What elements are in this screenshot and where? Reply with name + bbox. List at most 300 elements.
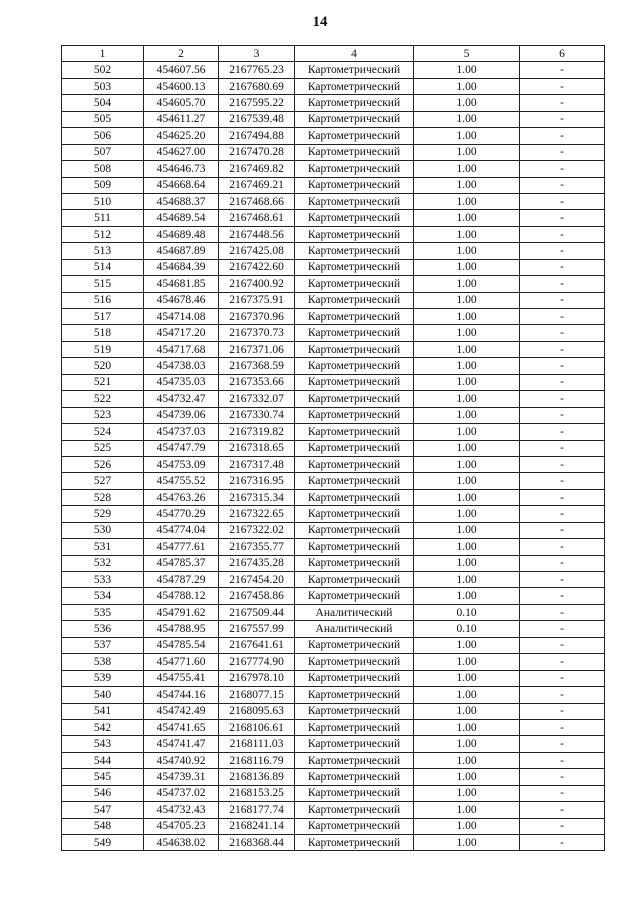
note-cell: -: [520, 539, 605, 555]
method-cell: Картометрический: [295, 325, 414, 341]
table-row: [62, 572, 605, 588]
y-coordinate-cell: 2168116.79: [219, 752, 295, 768]
table-row: [62, 687, 605, 703]
point-number-cell: 543: [62, 736, 144, 752]
table-row: [62, 161, 605, 177]
accuracy-cell: 1.00: [414, 473, 520, 489]
column-header: 2: [144, 46, 219, 62]
point-number-cell: 546: [62, 785, 144, 801]
accuracy-cell: 1.00: [414, 818, 520, 834]
note-cell: -: [520, 276, 605, 292]
x-coordinate-cell: 454678.46: [144, 292, 219, 308]
method-cell: Картометрический: [295, 588, 414, 604]
method-cell: Картометрический: [295, 539, 414, 555]
y-coordinate-cell: 2167332.07: [219, 391, 295, 407]
accuracy-cell: 1.00: [414, 62, 520, 78]
y-coordinate-cell: 2168136.89: [219, 769, 295, 785]
method-cell: Картометрический: [295, 522, 414, 538]
note-cell: -: [520, 144, 605, 160]
y-coordinate-cell: 2167317.48: [219, 456, 295, 472]
accuracy-cell: 1.00: [414, 226, 520, 242]
point-number-cell: 545: [62, 769, 144, 785]
y-coordinate-cell: 2167470.28: [219, 144, 295, 160]
note-cell: -: [520, 210, 605, 226]
accuracy-cell: 1.00: [414, 719, 520, 735]
note-cell: -: [520, 489, 605, 505]
note-cell: -: [520, 226, 605, 242]
table-header-row: [62, 46, 605, 62]
accuracy-cell: 1.00: [414, 111, 520, 127]
point-number-cell: 540: [62, 687, 144, 703]
method-cell: Картометрический: [295, 473, 414, 489]
x-coordinate-cell: 454755.41: [144, 670, 219, 686]
method-cell: Картометрический: [295, 374, 414, 390]
x-coordinate-cell: 454787.29: [144, 572, 219, 588]
accuracy-cell: 1.00: [414, 785, 520, 801]
point-number-cell: 537: [62, 637, 144, 653]
point-number-cell: 504: [62, 95, 144, 111]
accuracy-cell: 1.00: [414, 506, 520, 522]
table-row: [62, 144, 605, 160]
note-cell: -: [520, 456, 605, 472]
accuracy-cell: 1.00: [414, 210, 520, 226]
table-row: [62, 604, 605, 620]
point-number-cell: 517: [62, 309, 144, 325]
x-coordinate-cell: 454732.47: [144, 391, 219, 407]
point-number-cell: 533: [62, 572, 144, 588]
table-row: [62, 292, 605, 308]
y-coordinate-cell: 2168153.25: [219, 785, 295, 801]
y-coordinate-cell: 2167509.44: [219, 604, 295, 620]
table-row: [62, 670, 605, 686]
accuracy-cell: 1.00: [414, 391, 520, 407]
accuracy-cell: 1.00: [414, 341, 520, 357]
x-coordinate-cell: 454737.02: [144, 785, 219, 801]
accuracy-cell: 1.00: [414, 128, 520, 144]
note-cell: -: [520, 374, 605, 390]
point-number-cell: 549: [62, 835, 144, 851]
method-cell: Картометрический: [295, 752, 414, 768]
table-row: [62, 522, 605, 538]
x-coordinate-cell: 454741.65: [144, 719, 219, 735]
point-number-cell: 529: [62, 506, 144, 522]
point-number-cell: 528: [62, 489, 144, 505]
table-row: [62, 621, 605, 637]
method-cell: Картометрический: [295, 144, 414, 160]
table-row: [62, 703, 605, 719]
y-coordinate-cell: 2167375.91: [219, 292, 295, 308]
method-cell: Картометрический: [295, 835, 414, 851]
x-coordinate-cell: 454747.79: [144, 440, 219, 456]
y-coordinate-cell: 2167322.02: [219, 522, 295, 538]
x-coordinate-cell: 454774.04: [144, 522, 219, 538]
y-coordinate-cell: 2167680.69: [219, 78, 295, 94]
y-coordinate-cell: 2167435.28: [219, 555, 295, 571]
x-coordinate-cell: 454689.54: [144, 210, 219, 226]
y-coordinate-cell: 2167370.96: [219, 309, 295, 325]
x-coordinate-cell: 454740.92: [144, 752, 219, 768]
method-cell: Картометрический: [295, 407, 414, 423]
point-number-cell: 522: [62, 391, 144, 407]
y-coordinate-cell: 2167330.74: [219, 407, 295, 423]
note-cell: -: [520, 95, 605, 111]
x-coordinate-cell: 454717.20: [144, 325, 219, 341]
method-cell: Картометрический: [295, 128, 414, 144]
x-coordinate-cell: 454668.64: [144, 177, 219, 193]
point-number-cell: 518: [62, 325, 144, 341]
x-coordinate-cell: 454717.68: [144, 341, 219, 357]
x-coordinate-cell: 454770.29: [144, 506, 219, 522]
table-row: [62, 111, 605, 127]
table-row: [62, 769, 605, 785]
table-row: [62, 637, 605, 653]
x-coordinate-cell: 454785.54: [144, 637, 219, 653]
point-number-cell: 516: [62, 292, 144, 308]
accuracy-cell: 1.00: [414, 555, 520, 571]
method-cell: Картометрический: [295, 506, 414, 522]
table-row: [62, 177, 605, 193]
accuracy-cell: 1.00: [414, 752, 520, 768]
y-coordinate-cell: 2168111.03: [219, 736, 295, 752]
note-cell: -: [520, 358, 605, 374]
table-row: [62, 243, 605, 259]
method-cell: Картометрический: [295, 292, 414, 308]
table-row: [62, 210, 605, 226]
accuracy-cell: 1.00: [414, 177, 520, 193]
table-row: [62, 752, 605, 768]
y-coordinate-cell: 2167371.06: [219, 341, 295, 357]
note-cell: -: [520, 621, 605, 637]
y-coordinate-cell: 2167370.73: [219, 325, 295, 341]
x-coordinate-cell: 454737.03: [144, 424, 219, 440]
accuracy-cell: 1.00: [414, 802, 520, 818]
method-cell: Картометрический: [295, 456, 414, 472]
y-coordinate-cell: 2167425.08: [219, 243, 295, 259]
point-number-cell: 539: [62, 670, 144, 686]
method-cell: Картометрический: [295, 637, 414, 653]
table-row: [62, 341, 605, 357]
method-cell: Картометрический: [295, 95, 414, 111]
method-cell: Картометрический: [295, 341, 414, 357]
accuracy-cell: 1.00: [414, 440, 520, 456]
method-cell: Картометрический: [295, 440, 414, 456]
point-number-cell: 511: [62, 210, 144, 226]
note-cell: -: [520, 309, 605, 325]
y-coordinate-cell: 2167315.34: [219, 489, 295, 505]
y-coordinate-cell: 2167322.65: [219, 506, 295, 522]
note-cell: -: [520, 670, 605, 686]
table-row: [62, 407, 605, 423]
note-cell: -: [520, 161, 605, 177]
accuracy-cell: 0.10: [414, 604, 520, 620]
method-cell: Картометрический: [295, 193, 414, 209]
column-header: 1: [62, 46, 144, 62]
accuracy-cell: 1.00: [414, 259, 520, 275]
accuracy-cell: 1.00: [414, 687, 520, 703]
accuracy-cell: 1.00: [414, 193, 520, 209]
accuracy-cell: 1.00: [414, 835, 520, 851]
point-number-cell: 548: [62, 818, 144, 834]
point-number-cell: 535: [62, 604, 144, 620]
accuracy-cell: 1.00: [414, 374, 520, 390]
x-coordinate-cell: 454638.02: [144, 835, 219, 851]
note-cell: -: [520, 835, 605, 851]
method-cell: Картометрический: [295, 276, 414, 292]
note-cell: -: [520, 719, 605, 735]
note-cell: -: [520, 802, 605, 818]
point-number-cell: 519: [62, 341, 144, 357]
note-cell: -: [520, 506, 605, 522]
method-cell: Картометрический: [295, 161, 414, 177]
table-row: [62, 358, 605, 374]
y-coordinate-cell: 2167400.92: [219, 276, 295, 292]
table-row: [62, 193, 605, 209]
method-cell: Картометрический: [295, 391, 414, 407]
y-coordinate-cell: 2167469.82: [219, 161, 295, 177]
method-cell: Картометрический: [295, 670, 414, 686]
point-number-cell: 502: [62, 62, 144, 78]
x-coordinate-cell: 454688.37: [144, 193, 219, 209]
note-cell: -: [520, 78, 605, 94]
method-cell: Картометрический: [295, 736, 414, 752]
x-coordinate-cell: 454785.37: [144, 555, 219, 571]
note-cell: -: [520, 243, 605, 259]
accuracy-cell: 1.00: [414, 144, 520, 160]
method-cell: Картометрический: [295, 818, 414, 834]
method-cell: Картометрический: [295, 111, 414, 127]
point-number-cell: 534: [62, 588, 144, 604]
note-cell: -: [520, 62, 605, 78]
point-number-cell: 527: [62, 473, 144, 489]
point-number-cell: 509: [62, 177, 144, 193]
accuracy-cell: 1.00: [414, 522, 520, 538]
y-coordinate-cell: 2167319.82: [219, 424, 295, 440]
accuracy-cell: 1.00: [414, 424, 520, 440]
method-cell: Картометрический: [295, 259, 414, 275]
accuracy-cell: 1.00: [414, 489, 520, 505]
x-coordinate-cell: 454646.73: [144, 161, 219, 177]
method-cell: Картометрический: [295, 358, 414, 374]
y-coordinate-cell: 2167539.48: [219, 111, 295, 127]
table-row: [62, 276, 605, 292]
note-cell: -: [520, 128, 605, 144]
accuracy-cell: 1.00: [414, 78, 520, 94]
table-row: [62, 95, 605, 111]
accuracy-cell: 1.00: [414, 539, 520, 555]
point-number-cell: 507: [62, 144, 144, 160]
y-coordinate-cell: 2167448.56: [219, 226, 295, 242]
y-coordinate-cell: 2167494.88: [219, 128, 295, 144]
table-row: [62, 588, 605, 604]
column-header: 3: [219, 46, 295, 62]
method-cell: Картометрический: [295, 243, 414, 259]
y-coordinate-cell: 2167557.99: [219, 621, 295, 637]
x-coordinate-cell: 454791.62: [144, 604, 219, 620]
note-cell: -: [520, 407, 605, 423]
y-coordinate-cell: 2167355.77: [219, 539, 295, 555]
x-coordinate-cell: 454742.49: [144, 703, 219, 719]
x-coordinate-cell: 454741.47: [144, 736, 219, 752]
x-coordinate-cell: 454600.13: [144, 78, 219, 94]
x-coordinate-cell: 454739.31: [144, 769, 219, 785]
y-coordinate-cell: 2168241.14: [219, 818, 295, 834]
note-cell: -: [520, 785, 605, 801]
method-cell: Картометрический: [295, 555, 414, 571]
table-row: [62, 259, 605, 275]
note-cell: -: [520, 687, 605, 703]
accuracy-cell: 1.00: [414, 95, 520, 111]
x-coordinate-cell: 454788.12: [144, 588, 219, 604]
method-cell: Картометрический: [295, 177, 414, 193]
method-cell: Картометрический: [295, 489, 414, 505]
table-row: [62, 440, 605, 456]
x-coordinate-cell: 454753.09: [144, 456, 219, 472]
table-row: [62, 654, 605, 670]
x-coordinate-cell: 454625.20: [144, 128, 219, 144]
note-cell: -: [520, 703, 605, 719]
accuracy-cell: 1.00: [414, 769, 520, 785]
note-cell: -: [520, 473, 605, 489]
accuracy-cell: 1.00: [414, 243, 520, 259]
column-header: 4: [295, 46, 414, 62]
note-cell: -: [520, 259, 605, 275]
note-cell: -: [520, 818, 605, 834]
table-row: [62, 226, 605, 242]
method-cell: Картометрический: [295, 309, 414, 325]
method-cell: Картометрический: [295, 62, 414, 78]
x-coordinate-cell: 454684.39: [144, 259, 219, 275]
x-coordinate-cell: 454777.61: [144, 539, 219, 555]
x-coordinate-cell: 454738.03: [144, 358, 219, 374]
method-cell: Картометрический: [295, 572, 414, 588]
method-cell: Картометрический: [295, 719, 414, 735]
accuracy-cell: 0.10: [414, 621, 520, 637]
x-coordinate-cell: 454771.60: [144, 654, 219, 670]
y-coordinate-cell: 2167468.66: [219, 193, 295, 209]
table-row: [62, 456, 605, 472]
table-row: [62, 785, 605, 801]
y-coordinate-cell: 2167978.10: [219, 670, 295, 686]
y-coordinate-cell: 2167468.61: [219, 210, 295, 226]
y-coordinate-cell: 2167595.22: [219, 95, 295, 111]
note-cell: -: [520, 654, 605, 670]
accuracy-cell: 1.00: [414, 588, 520, 604]
x-coordinate-cell: 454627.00: [144, 144, 219, 160]
point-number-cell: 524: [62, 424, 144, 440]
note-cell: -: [520, 325, 605, 341]
table-row: [62, 802, 605, 818]
method-cell: Аналитический: [295, 604, 414, 620]
y-coordinate-cell: 2168368.44: [219, 835, 295, 851]
x-coordinate-cell: 454681.85: [144, 276, 219, 292]
note-cell: -: [520, 111, 605, 127]
point-number-cell: 506: [62, 128, 144, 144]
note-cell: -: [520, 440, 605, 456]
table-body: [62, 62, 605, 851]
note-cell: -: [520, 736, 605, 752]
x-coordinate-cell: 454611.27: [144, 111, 219, 127]
y-coordinate-cell: 2168077.15: [219, 687, 295, 703]
note-cell: -: [520, 604, 605, 620]
accuracy-cell: 1.00: [414, 736, 520, 752]
point-number-cell: 515: [62, 276, 144, 292]
table-row: [62, 473, 605, 489]
y-coordinate-cell: 2168106.61: [219, 719, 295, 735]
method-cell: Картометрический: [295, 785, 414, 801]
point-number-cell: 542: [62, 719, 144, 735]
point-number-cell: 503: [62, 78, 144, 94]
x-coordinate-cell: 454739.06: [144, 407, 219, 423]
note-cell: -: [520, 177, 605, 193]
accuracy-cell: 1.00: [414, 309, 520, 325]
y-coordinate-cell: 2167318.65: [219, 440, 295, 456]
y-coordinate-cell: 2167765.23: [219, 62, 295, 78]
x-coordinate-cell: 454687.89: [144, 243, 219, 259]
x-coordinate-cell: 454605.70: [144, 95, 219, 111]
point-number-cell: 531: [62, 539, 144, 555]
point-number-cell: 526: [62, 456, 144, 472]
method-cell: Картометрический: [295, 802, 414, 818]
table-row: [62, 309, 605, 325]
point-number-cell: 532: [62, 555, 144, 571]
point-number-cell: 541: [62, 703, 144, 719]
y-coordinate-cell: 2167641.61: [219, 637, 295, 653]
table-row: [62, 489, 605, 505]
table-row: [62, 62, 605, 78]
column-header: 5: [414, 46, 520, 62]
note-cell: -: [520, 769, 605, 785]
method-cell: Картометрический: [295, 424, 414, 440]
accuracy-cell: 1.00: [414, 654, 520, 670]
point-number-cell: 544: [62, 752, 144, 768]
accuracy-cell: 1.00: [414, 637, 520, 653]
note-cell: -: [520, 588, 605, 604]
method-cell: Картометрический: [295, 78, 414, 94]
point-number-cell: 536: [62, 621, 144, 637]
accuracy-cell: 1.00: [414, 161, 520, 177]
accuracy-cell: 1.00: [414, 456, 520, 472]
y-coordinate-cell: 2167454.20: [219, 572, 295, 588]
table-row: [62, 539, 605, 555]
table-row: [62, 128, 605, 144]
point-number-cell: 505: [62, 111, 144, 127]
x-coordinate-cell: 454714.08: [144, 309, 219, 325]
column-header: 6: [520, 46, 605, 62]
x-coordinate-cell: 454744.16: [144, 687, 219, 703]
y-coordinate-cell: 2167316.95: [219, 473, 295, 489]
point-number-cell: 530: [62, 522, 144, 538]
x-coordinate-cell: 454732.43: [144, 802, 219, 818]
table-row: [62, 719, 605, 735]
note-cell: -: [520, 341, 605, 357]
table-row: [62, 818, 605, 834]
point-number-cell: 512: [62, 226, 144, 242]
note-cell: -: [520, 637, 605, 653]
method-cell: Картометрический: [295, 226, 414, 242]
method-cell: Картометрический: [295, 703, 414, 719]
note-cell: -: [520, 572, 605, 588]
table-row: [62, 325, 605, 341]
x-coordinate-cell: 454689.48: [144, 226, 219, 242]
accuracy-cell: 1.00: [414, 407, 520, 423]
accuracy-cell: 1.00: [414, 572, 520, 588]
method-cell: Картометрический: [295, 769, 414, 785]
x-coordinate-cell: 454763.26: [144, 489, 219, 505]
point-number-cell: 508: [62, 161, 144, 177]
y-coordinate-cell: 2167353.66: [219, 374, 295, 390]
table-row: [62, 391, 605, 407]
point-number-cell: 520: [62, 358, 144, 374]
